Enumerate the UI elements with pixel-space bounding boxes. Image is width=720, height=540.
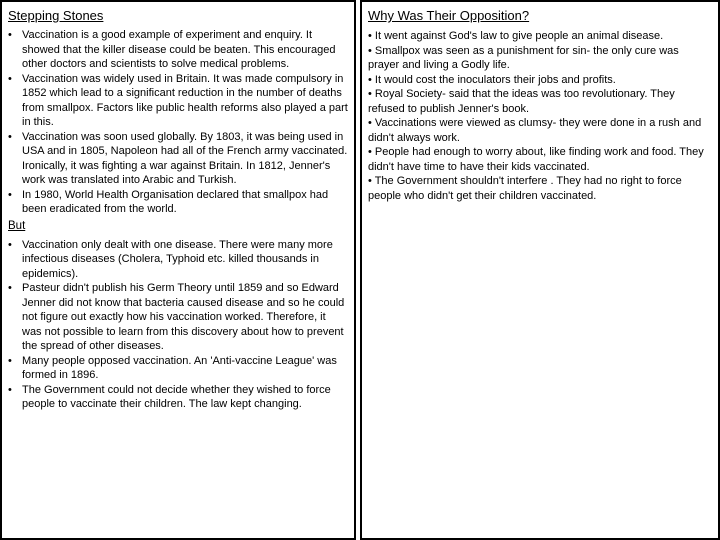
bullet-icon: • (8, 72, 12, 85)
list-item: • It went against God's law to give people an animal disease. (368, 30, 664, 42)
point-text: In 1980, World Health Organisation declared that smallpox had been eradicated from the world. (22, 188, 329, 215)
list-item: • Smallpox was seen as a punishment for sin- the only cure was prayer and living a Godly life. (368, 44, 679, 71)
bullet-icon: • (8, 383, 12, 396)
list-item (2, 383, 354, 412)
but-list (2, 238, 354, 412)
point-text: Vaccination only dealt with one disease. There were many more infectious diseases (Cholera, Typhoid etc. killed thousands in epidemics). (22, 238, 333, 280)
bullet-icon: • (8, 354, 12, 367)
bullet-icon: • (8, 238, 12, 251)
list-item (2, 72, 354, 130)
bullet-icon: • (8, 188, 12, 201)
point-text: Vaccination is a good example of experiment and enquiry. It showed that the killer disease could be beaten. This encouraged other doctors and scientists to solve medical problems. (22, 29, 336, 70)
stepping-stones-list (2, 28, 354, 217)
list-item (2, 188, 354, 217)
list-item (2, 130, 354, 188)
opposition-title: Why Was Their Opposition? (368, 8, 530, 23)
bullet-icon: • (8, 130, 12, 143)
list-item: • Vaccinations were viewed as clumsy- they were done in a rush and didn't always work. (368, 117, 702, 144)
bullet-icon: • (8, 29, 12, 41)
list-item: • The Government shouldn't interfere . They had no right to force people who didn't get their children vaccinated. (368, 175, 682, 202)
point-text: The Government could not decide whether they wished to force people to vaccinate their children. The law kept changing. (22, 383, 331, 410)
opposition-panel (360, 0, 720, 540)
point-text: Pasteur didn't publish his Germ Theory until 1859 and so Edward Jenner did not know that bacteria caused disease and so he could not figure out exactly how his vaccination worked. Therefore, it was not possible to learn from this discovery about how to prevent the spread of other diseases. (22, 282, 345, 352)
but-heading: But (8, 219, 26, 232)
bullet-icon: • (8, 282, 12, 294)
list-item (2, 28, 354, 72)
list-item (2, 354, 354, 383)
stepping-stones-title: Stepping Stones (8, 8, 104, 23)
opposition-list (368, 29, 712, 203)
point-text: Many people opposed vaccination. An 'Anti-vaccine League' was formed in 1896. (22, 354, 337, 381)
list-item: • People had enough to worry about, like finding work and food. They didn't have time to have their kids vaccinated. (368, 146, 704, 173)
point-text: Vaccination was widely used in Britain. It was made compulsory in 1852 which lead to a significant reduction in the number of deaths from smallpox. Factors like public health reforms also played a part in this. (22, 72, 348, 128)
list-item (2, 238, 354, 282)
list-item: • It would cost the inoculators their jobs and profits. (368, 73, 616, 86)
stepping-stones-panel (0, 0, 356, 540)
list-item (2, 281, 354, 354)
point-text: Vaccination was soon used globally. By 1803, it was being used in USA and in 1805, Napoleon had all of the French army vaccinated. Ironically, it was fighting a war against Britain. In 1812, Jenner's work was translated into Arabic and Turkish. (22, 130, 348, 186)
list-item: • Royal Society- said that the ideas was too revolutionary. They refused to publish Jenner's book. (368, 88, 675, 115)
